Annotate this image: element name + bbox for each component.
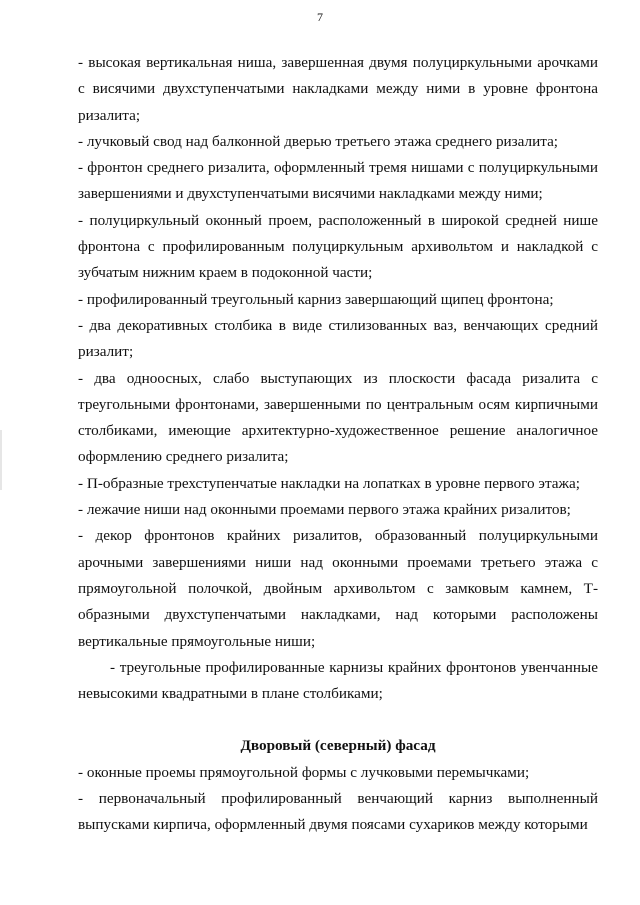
scan-edge-mark <box>0 430 2 490</box>
document-body <box>78 50 598 839</box>
list-item: - П-образные трехступенчатые накладки на лопатках в уровне первого этажа; <box>78 474 580 492</box>
section-heading: Дворовый (северный) фасад <box>240 737 436 755</box>
list-item: - профилированный треугольный карниз завершающий щипец фронтона; <box>78 290 554 308</box>
list-item: - первоначальный профилированный венчающий карниз выполненный выпусками кирпича, оформленный двумя поясами сухариков между которыми <box>78 790 598 834</box>
list-item: - лежачие ниши над оконными проемами первого этажа крайних ризалитов; <box>78 501 571 519</box>
list-item: - лучковый свод над балконной дверью третьего этажа среднего ризалита; <box>78 132 559 150</box>
list-item: - два декоративных столбика в виде стилизованных ваз, венчающих средний ризалит; <box>78 316 598 361</box>
list-item: - треугольные профилированные карнизы крайних фронтонов увенчанные невысокими квадратными в плане столбиками; <box>78 658 598 703</box>
list-item: - фронтон среднего ризалита, оформленный тремя нишами с полуциркульными завершениями и двухступенчатыми висячими накладками между ними; <box>78 159 598 203</box>
list-item: - высокая вертикальная ниша, завершенная двумя полуциркульными арочками с висячими двухступенчатыми накладками между ними в уровне фронтона ризалита; <box>78 54 598 124</box>
list-item: - полуциркульный оконный проем, расположенный в широкой средней нише фронтона с профилированным полуциркульным архивольтом и накладкой с зубчатым нижним краем в подоконной части; <box>78 211 598 282</box>
list-item: - два одноосных, слабо выступающих из плоскости фасада ризалита с треугольными фронтонами, завершенными по центральным осям кирпичными столбиками, имеющие архитектурно-художественное решение аналогичное оформлению среднего ризалита; <box>78 369 598 466</box>
list-item: - декор фронтонов крайних ризалитов, образованный полуциркульными арочными завершениями ниши над оконными проемами третьего этажа с прямоугольной полочкой, двойным архивольтом с замковым камнем, Т-образными двухступенчатыми накладками, над которыми расположены вертикальные прямоугольные ниши; <box>78 527 598 650</box>
page-number: 7 <box>317 10 323 24</box>
list-item: - оконные проемы прямоугольной формы с лучковыми перемычками; <box>78 763 530 781</box>
